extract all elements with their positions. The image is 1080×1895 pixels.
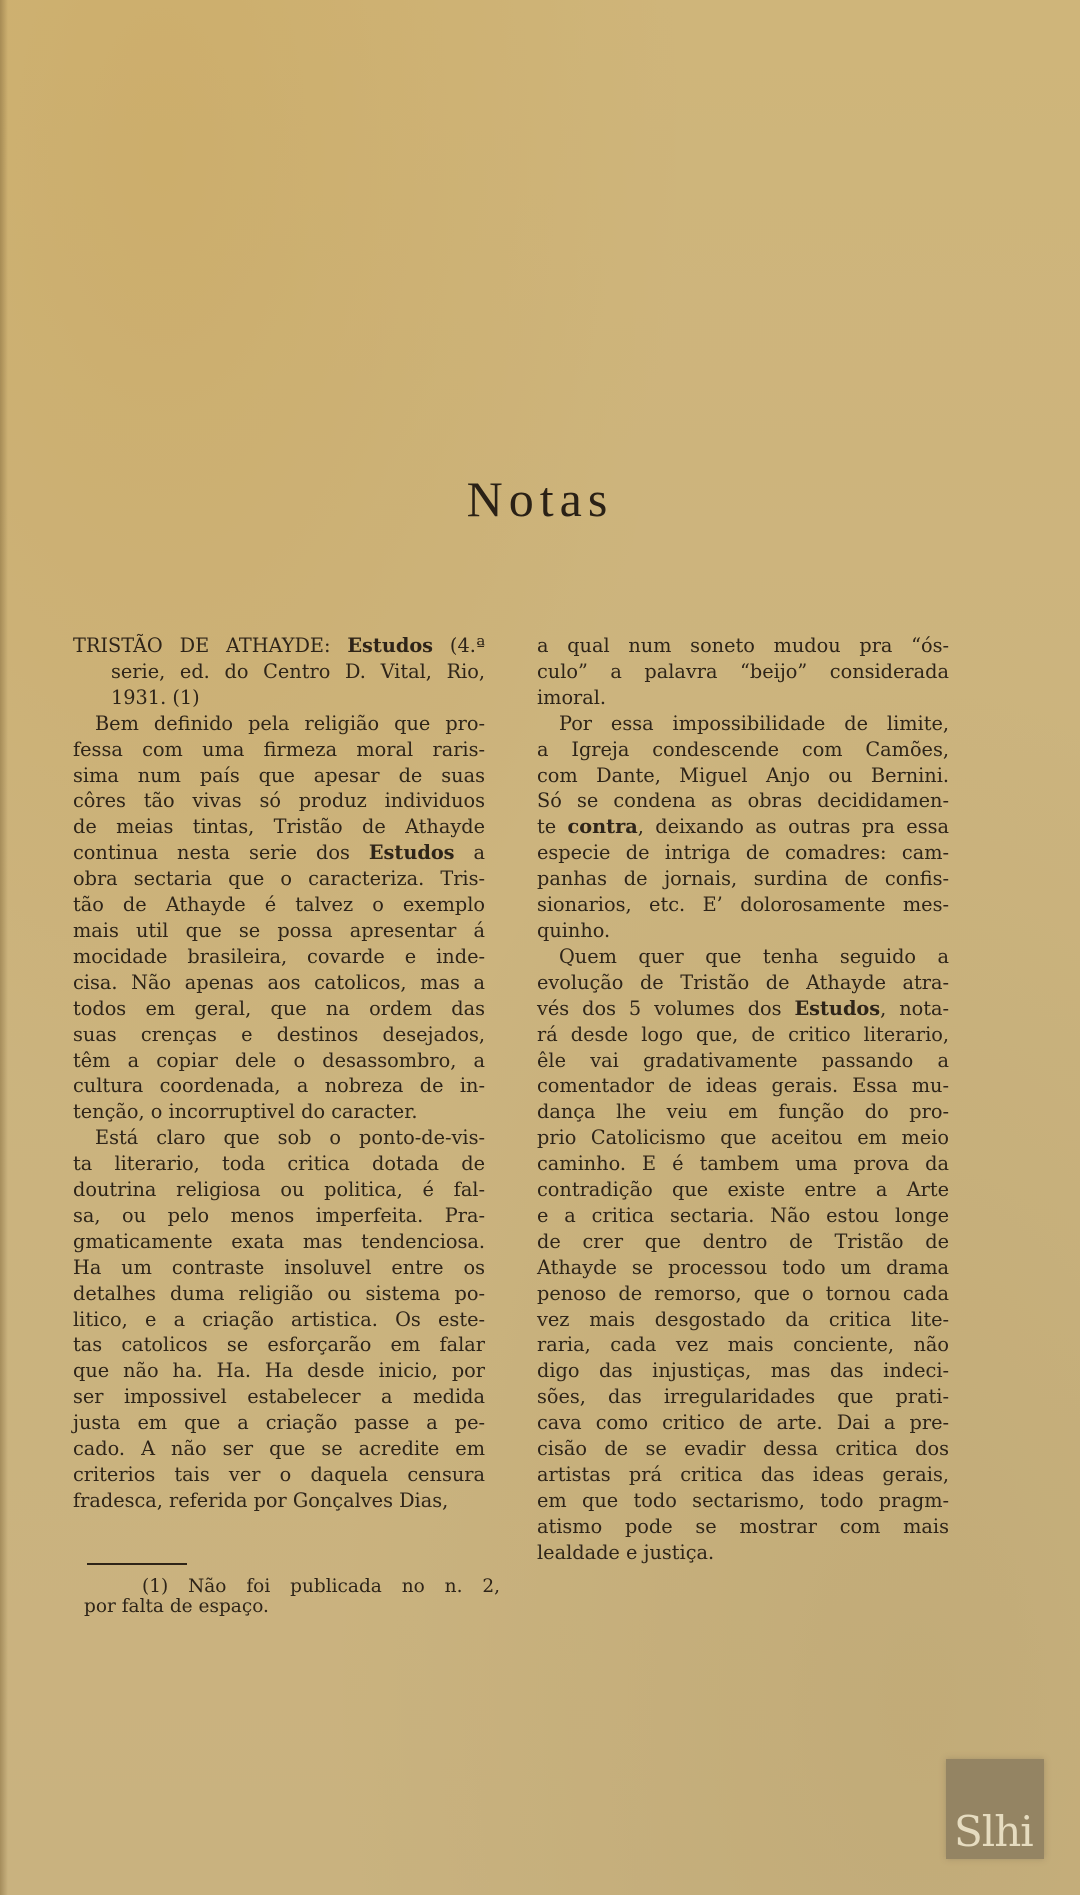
text-line: gmaticamente exata mas tendenciosa. (73, 1229, 485, 1253)
logo-text: Slhi (954, 1807, 1033, 1856)
text-line: sima num país que apesar de suas (73, 763, 485, 787)
text-line: especie de intriga de comadres: cam- (537, 841, 949, 865)
entry-heading (73, 633, 485, 711)
right-column (537, 633, 949, 1566)
text-fragment: , nota- (880, 996, 949, 1020)
text-line: êle vai gradativamente passando a (537, 1048, 949, 1072)
text-line: cava como critico de arte. Dai a pre- (537, 1411, 949, 1435)
text-fragment: a (454, 841, 486, 865)
book-title: Estudos (347, 634, 434, 657)
entry-heading-line: TRISTÃO DE ATHAYDE: Estudos (4.ª (73, 634, 486, 657)
emphasis: Estudos (368, 841, 455, 865)
text-line (537, 996, 949, 1022)
text-line (73, 840, 485, 866)
text-line: cisa. Não apenas aos catolicos, mas a (73, 970, 485, 994)
text-line: Quem quer que tenha seguido a (559, 944, 949, 968)
text-line: artistas prá critica das ideas gerais, (537, 1463, 949, 1486)
text-line: sões, das irregularidades que prati- (537, 1385, 949, 1409)
text-line: tas catolicos se esforçarão em falar (73, 1333, 485, 1357)
text-fragment: te (537, 815, 568, 839)
text-line: doutrina religiosa ou politica, é fal- (73, 1178, 485, 1202)
text-line: com Dante, Miguel Anjo ou Bernini. (537, 763, 949, 787)
text-line: culo” a palavra “beijo” considerada (537, 659, 949, 683)
text-line: raria, cada vez mais conciente, não (537, 1333, 949, 1357)
text-line: a Igreja condescende com Camões, (537, 737, 949, 761)
text-line: Bem definido pela religião que pro- (95, 711, 485, 735)
text-line: vez mais desgostado da critica lite- (537, 1307, 949, 1331)
text-line: cultura coordenada, a nobreza de in- (73, 1074, 485, 1098)
entry-heading-line: 1931. (1) (111, 685, 200, 709)
page-title: Notas (466, 471, 614, 527)
footnote-divider (87, 1563, 187, 1565)
text-line: panhas de jornais, surdina de confis- (537, 867, 949, 891)
text-line: sionarios, etc. E’ dolorosamente mes- (537, 893, 949, 917)
text-line: penoso de remorso, que o tornou cada (537, 1281, 949, 1305)
text-line: mocidade brasileira, covarde e inde- (73, 944, 485, 968)
text-line: tenção, o incorruptivel do caracter. (73, 1100, 418, 1124)
text-line: Só se condena as obras decididamen- (537, 789, 949, 813)
text-line: de meias tintas, Tristão de Athayde (73, 815, 485, 839)
paragraph (537, 711, 949, 944)
text-line: lealdade e justiça. (537, 1540, 715, 1564)
left-column (73, 633, 485, 1514)
text-fragment: , deixando as outras pra essa (637, 815, 949, 839)
paragraph (537, 944, 949, 1566)
text-line: detalhes duma religião ou sistema po- (73, 1281, 485, 1305)
text-line: imoral. (537, 685, 607, 709)
text-line: comentador de ideas gerais. Essa mu- (537, 1074, 949, 1098)
text-line: dança lhe veiu em função do pro- (537, 1100, 949, 1124)
text-line: contradição que existe entre a Arte (537, 1178, 949, 1202)
text-line: rá desde logo que, de critico literario, (537, 1022, 949, 1046)
publisher-logo (946, 1759, 1044, 1859)
text-line: sa, ou pelo menos imperfeita. Pra- (73, 1203, 485, 1227)
footnote (84, 1577, 500, 1617)
text-fragment: vés dos 5 volumes dos (537, 996, 795, 1020)
text-line: côres tão vivas só produz individuos (73, 789, 485, 813)
text-line: cisão de se evadir dessa critica dos (537, 1437, 949, 1461)
text-line: ser impossivel estabelecer a medida (73, 1385, 485, 1409)
entry-heading-line: serie, ed. do Centro D. Vital, Rio, (111, 659, 485, 683)
text-line: Por essa impossibilidade de limite, (559, 711, 949, 735)
text-line: que não ha. Ha. Ha desde inicio, por (73, 1359, 485, 1383)
text-line: prio Catolicismo que aceitou em meio (537, 1126, 949, 1150)
text-line: têm a copiar dele o desassombro, a (73, 1048, 485, 1072)
text-line: evolução de Tristão de Athayde atra- (537, 970, 949, 994)
text-line: Ha um contraste insoluvel entre os (73, 1255, 485, 1279)
page-binding-edge (0, 0, 8, 1895)
paragraph (537, 633, 949, 711)
text-line: fessa com uma firmeza moral raris- (73, 737, 485, 761)
text-line: mais util que se possa apresentar á (73, 918, 485, 942)
text-line: suas crenças e destinos desejados, (73, 1022, 485, 1046)
text-line: todos em geral, que na ordem das (73, 996, 485, 1020)
text-line: quinho. (537, 918, 611, 942)
emphasis: contra (567, 815, 638, 839)
paragraph (73, 711, 485, 1126)
text-line: Athayde se processou todo um drama (537, 1255, 949, 1279)
text-line: cado. A não ser que se acredite em (73, 1437, 485, 1461)
text-line: fradesca, referida por Gonçalves Dias, (73, 1488, 449, 1512)
text-line: litico, e a criação artistica. Os este- (73, 1307, 485, 1331)
text-line: de crer que dentro de Tristão de (537, 1229, 949, 1253)
text-line: tão de Athayde é talvez o exemplo (73, 893, 485, 917)
text-line: e a critica sectaria. Não estou longe (537, 1203, 949, 1227)
text-line: a qual num soneto mudou pra “ós- (537, 634, 949, 657)
footnote-line: por falta de espaço. (84, 1596, 269, 1617)
text-line (537, 814, 949, 840)
text-line: atismo pode se mostrar com mais (537, 1514, 949, 1538)
footnote-line: (1) Não foi publicada no n. 2, (142, 1576, 500, 1597)
text-line: obra sectaria que o caracteriza. Tris- (73, 867, 485, 891)
text-fragment: continua nesta serie dos (73, 841, 369, 865)
paragraph (73, 1125, 485, 1514)
text-line: criterios tais ver o daquela censura (73, 1463, 485, 1486)
text-line: Está claro que sob o ponto-de-vis- (95, 1126, 485, 1150)
text-line: em que todo sectarismo, todo pragm- (537, 1488, 949, 1512)
text-line: caminho. E é tambem uma prova da (537, 1152, 949, 1176)
text-line: digo das injustiças, mas das indeci- (537, 1359, 949, 1383)
text-line: justa em que a criação passe a pe- (73, 1411, 485, 1435)
text-line: ta literario, toda critica dotada de (73, 1152, 485, 1176)
emphasis: Estudos (794, 996, 881, 1020)
